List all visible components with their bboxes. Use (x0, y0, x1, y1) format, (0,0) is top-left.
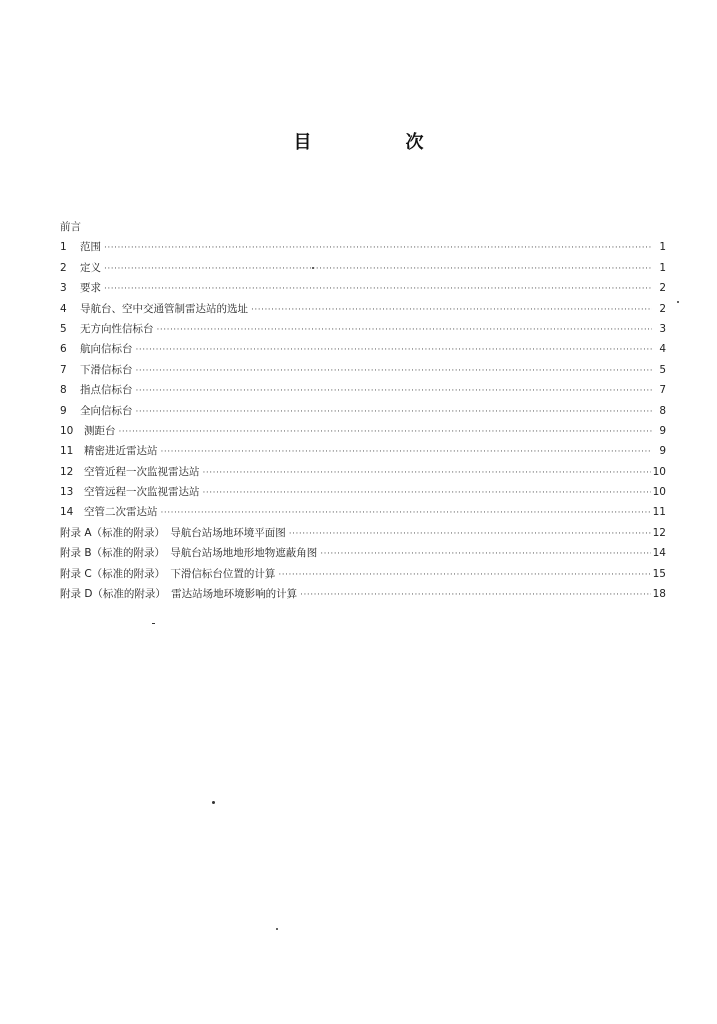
toc-entry (60, 339, 666, 359)
toc-entry (60, 441, 666, 461)
toc-entry (60, 462, 666, 482)
toc-entry-label: 空管近程一次监视雷达站 (84, 465, 200, 478)
toc-entry-number: 6 (60, 343, 67, 356)
toc-dot-leader (300, 585, 650, 605)
toc-entry-page: 2 (659, 302, 666, 315)
toc-entry-number: 3 (60, 282, 67, 295)
toc-preface-label: 前言 (60, 221, 81, 233)
toc-entry-label: 定义 (80, 261, 101, 274)
toc-entry-label: 航向信标台 (80, 343, 133, 356)
toc-appendix-page: 18 (652, 588, 666, 601)
toc-appendix-label: 附录 D（标准的附录） 雷达站场地环境影响的计算 (60, 588, 298, 601)
toc-entry-label: 下滑信标台 (80, 363, 133, 376)
toc-entry-page: 5 (659, 363, 666, 376)
toc-entry (60, 380, 666, 400)
toc-preface (60, 217, 666, 237)
toc-entry-label: 范围 (80, 241, 101, 254)
toc-dot-leader (136, 381, 653, 401)
toc-dot-leader (119, 422, 653, 442)
toc-dot-leader (278, 565, 650, 585)
toc-entry (60, 319, 666, 339)
toc-entry (60, 482, 666, 502)
toc-appendix (60, 564, 666, 584)
toc-dot-leader (136, 402, 653, 422)
toc-entry-page: 10 (652, 486, 666, 499)
toc-entry-number: 9 (60, 404, 67, 417)
toc-entry-page: 9 (659, 445, 666, 458)
toc-entry-label: 全向信标台 (80, 404, 133, 417)
toc-appendix (60, 584, 666, 604)
toc-dot-leader (203, 483, 651, 503)
page-title: 目 次 (293, 132, 462, 153)
toc-entry (60, 237, 666, 257)
toc-entry-number: 11 (60, 445, 74, 458)
toc-entry-label: 空管二次雷达站 (84, 506, 158, 519)
toc-appendix (60, 523, 666, 543)
scan-speck (312, 267, 314, 269)
toc-dot-leader (320, 544, 650, 564)
toc-dot-leader (289, 524, 651, 544)
scan-speck (677, 301, 679, 303)
toc-entry-number: 1 (60, 241, 67, 254)
toc-entry (60, 360, 666, 380)
toc-entry-number: 2 (60, 261, 67, 274)
toc-entry-number: 12 (60, 465, 74, 478)
toc-entry-label: 无方向性信标台 (80, 322, 154, 335)
toc-dot-leader (161, 442, 653, 462)
toc-entry-number: 13 (60, 486, 74, 499)
toc-entry-number: 5 (60, 322, 67, 335)
toc-entry-page: 8 (659, 404, 666, 417)
scan-speck (276, 928, 278, 930)
toc-entry-number: 8 (60, 384, 67, 397)
toc-entry-page: 2 (659, 282, 666, 295)
toc-entry (60, 421, 666, 441)
toc-appendix-page: 14 (652, 547, 666, 560)
toc-entry-label: 导航台、空中交通管制雷达站的选址 (80, 302, 248, 315)
toc-entry-number: 14 (60, 506, 74, 519)
toc-entry-label: 指点信标台 (80, 384, 133, 397)
toc-entry (60, 278, 666, 298)
toc-dot-leader (136, 361, 653, 381)
table-of-contents (60, 217, 666, 604)
toc-entry-page: 9 (659, 424, 666, 437)
toc-appendix (60, 543, 666, 563)
toc-entry (60, 401, 666, 421)
toc-entry (60, 502, 666, 522)
toc-dot-leader (104, 238, 652, 258)
toc-appendix-label: 附录 A（标准的附录） 导航台站场地环境平面图 (60, 526, 286, 539)
toc-entry-number: 10 (60, 424, 74, 437)
toc-appendix-label: 附录 B（标准的附录） 导航台站场地地形地物遮蔽角图 (60, 547, 318, 560)
toc-entry-page: 7 (659, 384, 666, 397)
toc-entry-page: 1 (659, 241, 666, 254)
toc-appendix-label: 附录 C（标准的附录） 下滑信标台位置的计算 (60, 567, 276, 580)
toc-appendix-page: 15 (652, 567, 666, 580)
toc-entry (60, 299, 666, 319)
toc-dot-leader (161, 503, 651, 523)
scan-speck (152, 623, 155, 624)
toc-entry-page: 1 (659, 261, 666, 274)
scan-speck (212, 801, 215, 804)
toc-dot-leader (203, 463, 651, 483)
toc-entry (60, 258, 666, 278)
toc-dot-leader (157, 320, 653, 340)
toc-entry-page: 4 (659, 343, 666, 356)
toc-entry-label: 测距台 (84, 424, 116, 437)
toc-entry-label: 空管远程一次监视雷达站 (84, 486, 200, 499)
toc-dot-leader (136, 340, 653, 360)
toc-appendix-page: 12 (652, 526, 666, 539)
toc-entry-number: 4 (60, 302, 67, 315)
toc-dot-leader (104, 279, 652, 299)
toc-entry-number: 7 (60, 363, 67, 376)
toc-entry-page: 3 (659, 322, 666, 335)
toc-entry-page: 11 (652, 506, 666, 519)
toc-entry-label: 要求 (80, 282, 101, 295)
toc-entry-page: 10 (652, 465, 666, 478)
toc-entry-label: 精密进近雷达站 (84, 445, 158, 458)
toc-dot-leader (251, 300, 652, 320)
toc-dot-leader (104, 259, 652, 279)
